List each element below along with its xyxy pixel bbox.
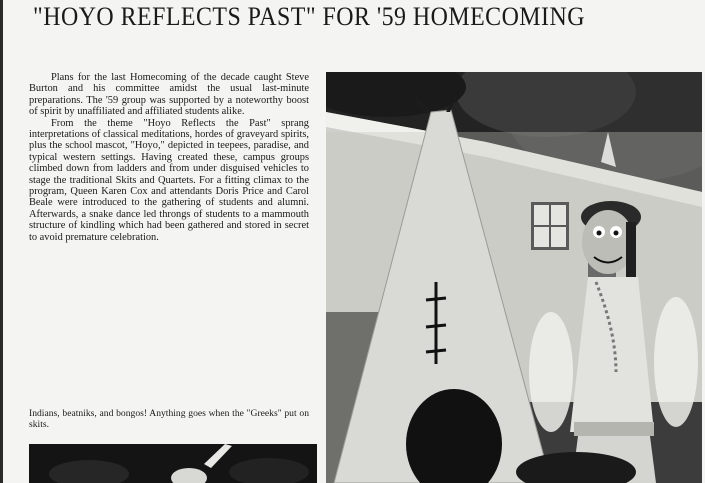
page-headline: "HOYO REFLECTS PAST" FOR '59 HOMECOMING [33, 2, 585, 31]
skits-photo-illustration [29, 444, 317, 483]
page-edge-rule [0, 0, 3, 483]
homecoming-teepee-photo [326, 72, 702, 483]
article-body [29, 72, 309, 243]
article-paragraph-2: From the theme "Hoyo Reflects the Past" sprang interpretations of classical meditations, hordes of graveyard spirits, plus the school mascot, "Hoyo," depicted in teepees, paradise, and typical western settings. Having created these, campus groups climbed down from ladders and from under disguised vehicles to stage the traditional Skits and Quartets. For a fitting climax to the program, Queen Karen Cox and attendants Doris Price and Carol Beale were introduced to the gathering of students and alumni. Afterwards, a snake dance led throngs of students to a mammouth structure of kindling which had been gathered and stored in secret to avoid premature celebration. [29, 117, 309, 243]
teepee-photo-illustration [326, 72, 702, 483]
photo-caption: Indians, beatniks, and bongos! Anything goes when the "Greeks" put on skits. [29, 408, 309, 430]
article-paragraph-1: Plans for the last Homecoming of the decade caught Steve Burton and his committee amidst the usual last-minute preparations. The '59 group was supported by a noteworthy boost of spirit by unaffiliated and affiliated students alike. [29, 72, 309, 118]
skits-photo [29, 444, 317, 483]
